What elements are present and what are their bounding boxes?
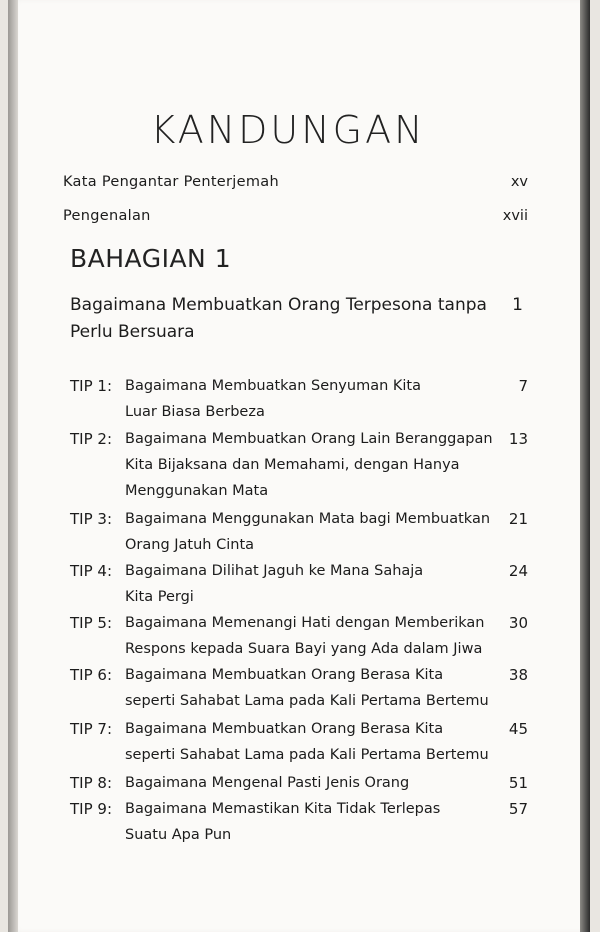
tip-title <box>125 716 505 768</box>
tip-page: 30 <box>508 614 528 632</box>
tip-title-line: Bagaimana Menggunakan Mata bagi Membuatkan <box>125 511 491 527</box>
part-title-line: Perlu Bersuara <box>70 322 195 342</box>
toc-entry-page: xv <box>510 174 528 190</box>
tip-label: TIP 4: <box>70 562 112 580</box>
toc-entry-title: Pengenalan <box>63 208 151 224</box>
tip-title <box>125 558 505 610</box>
toc-entry-title: Kata Pengantar Penterjemah <box>63 174 279 190</box>
part-title <box>70 292 487 346</box>
tip-page: 7 <box>518 377 528 395</box>
tip-title-line: Kita Bijaksana dan Memahami, dengan Hanya <box>125 457 460 473</box>
tip-page: 13 <box>508 430 528 448</box>
tip-label: TIP 8: <box>70 774 112 792</box>
tip-page: 51 <box>508 774 528 792</box>
tip-title-line: Bagaimana Memastikan Kita Tidak Terlepas <box>125 801 441 817</box>
tip-title-line: Bagaimana Membuatkan Senyuman Kita <box>125 378 421 394</box>
book-page <box>8 0 590 932</box>
tip-title <box>125 770 505 796</box>
tip-label: TIP 7: <box>70 720 112 738</box>
tip-label: TIP 3: <box>70 510 112 528</box>
tip-label: TIP 9: <box>70 800 112 818</box>
tip-title <box>125 610 505 662</box>
tip-title-line: Bagaimana Dilihat Jaguh ke Mana Sahaja <box>125 563 424 579</box>
part-page: 1 <box>512 295 523 315</box>
tip-title <box>125 373 505 425</box>
tip-label: TIP 5: <box>70 614 112 632</box>
tip-title-line: Bagaimana Mengenal Pasti Jenis Orang <box>125 775 410 791</box>
tip-title-line: Luar Biasa Berbeza <box>125 404 265 420</box>
tip-title-line: seperti Sahabat Lama pada Kali Pertama Bertemu <box>125 747 489 763</box>
tip-label: TIP 1: <box>70 377 112 395</box>
tip-label: TIP 2: <box>70 430 112 448</box>
tip-title-line: Bagaimana Membuatkan Orang Berasa Kita <box>125 667 444 683</box>
tip-title-line: Suatu Apa Pun <box>125 827 232 843</box>
tip-title <box>125 506 505 558</box>
page-title: KANDUNGAN <box>150 108 426 152</box>
tip-page: 57 <box>508 800 528 818</box>
tip-title-line: Orang Jatuh Cinta <box>125 537 255 553</box>
tip-title-line: Menggunakan Mata <box>125 483 269 499</box>
page-right-edge <box>580 0 590 932</box>
toc-entry-page: xvii <box>502 208 528 224</box>
tip-page: 45 <box>508 720 528 738</box>
section-heading: BAHAGIAN 1 <box>70 244 232 273</box>
tip-title-line: Bagaimana Membuatkan Orang Lain Beranggapan <box>125 431 493 447</box>
tip-title-line: seperti Sahabat Lama pada Kali Pertama Bertemu <box>125 693 489 709</box>
tip-label: TIP 6: <box>70 666 112 684</box>
tip-title <box>125 426 505 504</box>
tip-title-line: Bagaimana Memenangi Hati dengan Memberikan <box>125 615 485 631</box>
tip-title-line: Bagaimana Membuatkan Orang Berasa Kita <box>125 721 444 737</box>
tip-page: 21 <box>508 510 528 528</box>
tip-title <box>125 662 505 714</box>
tip-page: 24 <box>508 562 528 580</box>
tip-title <box>125 796 505 848</box>
tip-title-line: Respons kepada Suara Bayi yang Ada dalam Jiwa <box>125 641 483 657</box>
tip-page: 38 <box>508 666 528 684</box>
part-title-line: Bagaimana Membuatkan Orang Terpesona tanpa <box>70 295 487 315</box>
tip-title-line: Kita Pergi <box>125 589 194 605</box>
